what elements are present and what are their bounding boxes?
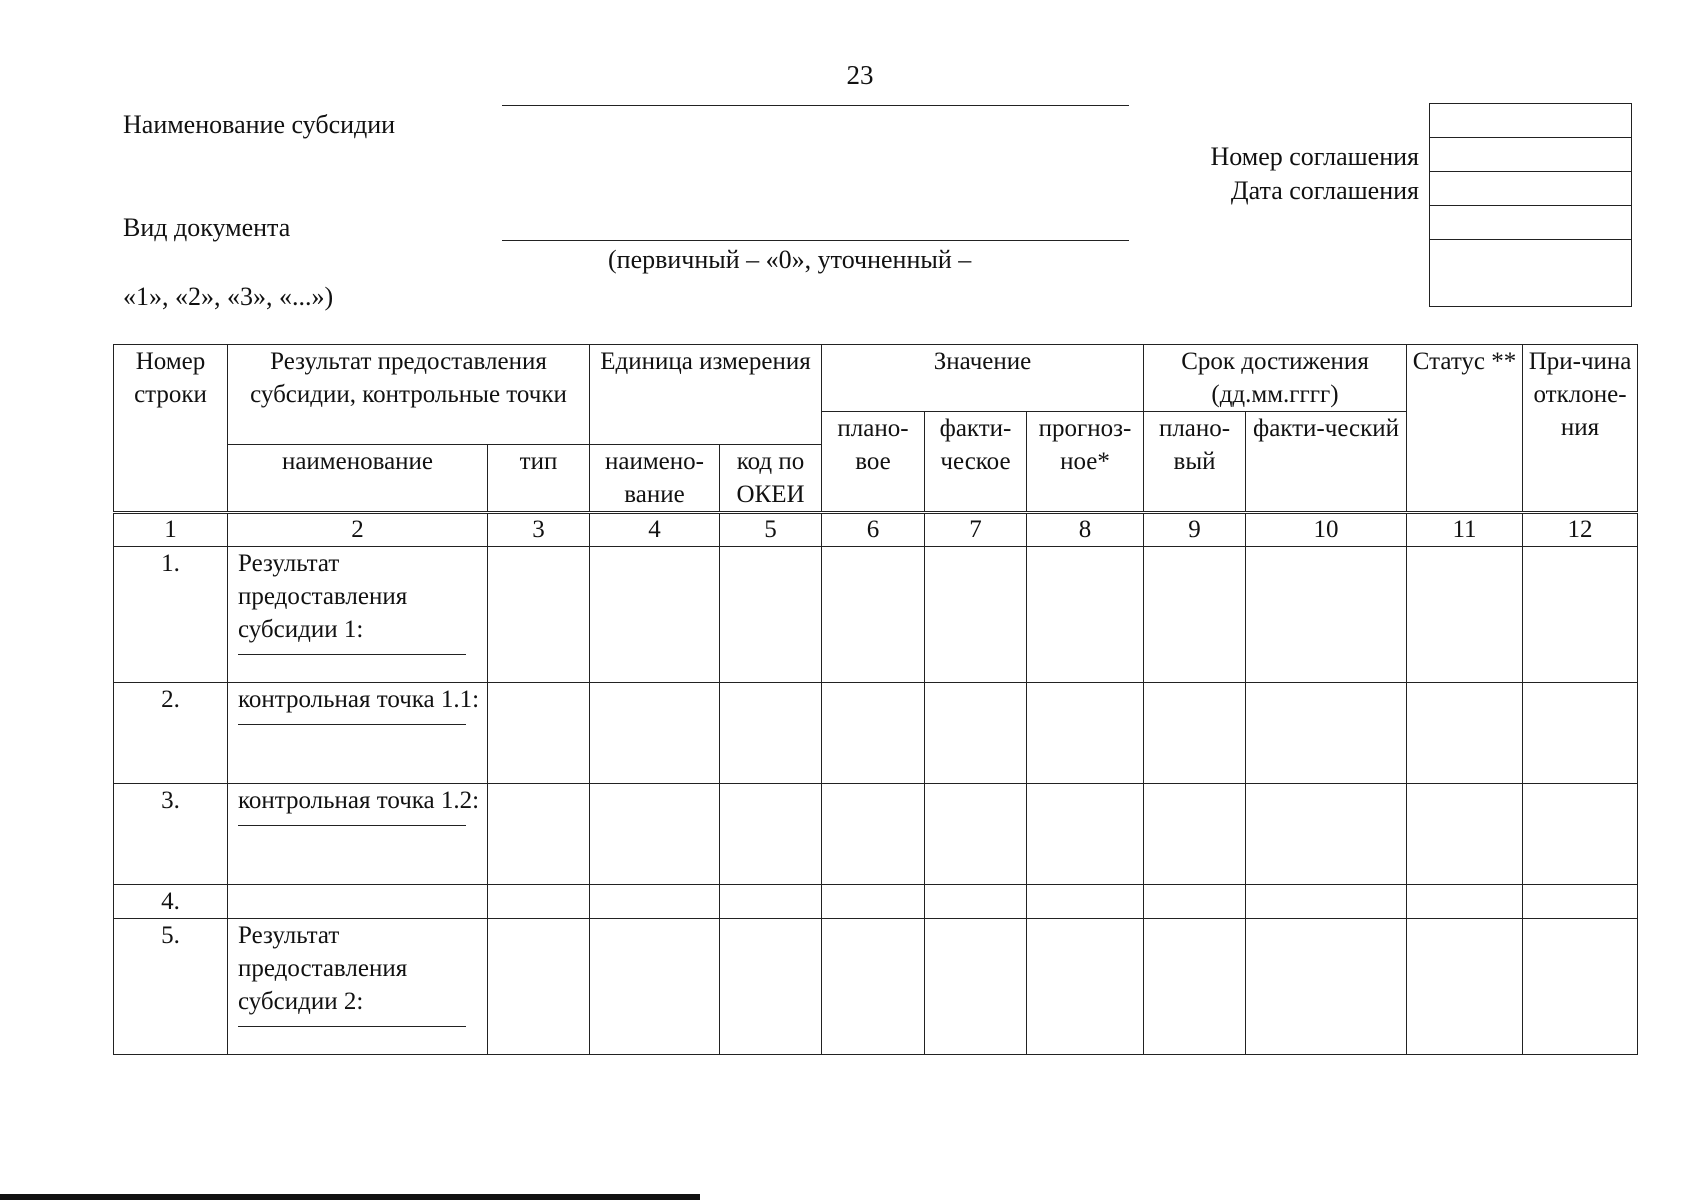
table-cell[interactable] [1523,683,1638,784]
agreement-date-label: Дата соглашения [1230,176,1419,205]
header-result-name: наименование [228,445,488,513]
column-number: 11 [1407,513,1523,547]
header-deviation-reason: При-чина отклоне-ния [1523,345,1638,513]
subsidy-name-label: Наименование субсидии [123,110,396,139]
doc-type-line [502,240,1129,241]
column-number-row [114,513,1638,547]
table-cell[interactable] [1523,547,1638,683]
row-name-cell [228,683,488,784]
codes-box-divider [1430,171,1631,172]
table-cell[interactable] [822,784,925,885]
header-deadline-actual: факти-ческий [1246,412,1407,513]
table-cell[interactable] [925,547,1027,683]
table-cell[interactable] [720,885,822,919]
table-cell[interactable] [1246,784,1407,885]
table-cell[interactable] [1027,683,1144,784]
header-unit-name: наимено-вание [590,445,720,513]
fill-in-line [238,654,466,655]
row-name-cell [228,547,488,683]
table-cell[interactable] [1144,784,1246,885]
table-cell[interactable] [1144,547,1246,683]
table-cell[interactable] [590,547,720,683]
table-cell[interactable] [1027,547,1144,683]
codes-box-divider [1430,137,1631,138]
header-value-group: Значение [822,345,1144,412]
header-deadline-planned: плано-вый [1144,412,1246,513]
table-cell[interactable] [720,683,822,784]
column-number: 10 [1246,513,1407,547]
header-unit-okei: код по ОКЕИ [720,445,822,513]
table-row [114,885,1638,919]
column-number: 1 [114,513,228,547]
table-cell[interactable] [1246,885,1407,919]
table-cell[interactable] [488,885,590,919]
header-value-forecast: прогноз-ное* [1027,412,1144,513]
header-status: Статус ** [1407,345,1523,513]
table-cell[interactable] [822,683,925,784]
table-cell[interactable] [925,683,1027,784]
table-cell[interactable] [488,919,590,1055]
table-cell[interactable] [1407,784,1523,885]
column-number: 8 [1027,513,1144,547]
table-row [114,683,1638,784]
table-cell[interactable] [1523,885,1638,919]
table-cell[interactable] [1144,885,1246,919]
fill-in-line [238,825,466,826]
table-cell[interactable] [925,919,1027,1055]
table-cell[interactable] [1407,885,1523,919]
agreement-number-label: Номер соглашения [1210,142,1419,171]
column-number: 12 [1523,513,1638,547]
table-cell[interactable] [720,784,822,885]
row-number: 1. [114,547,228,683]
results-table [113,344,1638,1055]
fill-in-line [238,724,466,725]
row-name: контрольная точка 1.2: [238,787,480,814]
header-row-number: Номер строки [114,345,228,513]
row-name-cell [228,784,488,885]
header-result-group: Результат предоставления субсидии, контрольные точки [228,345,590,445]
table-cell[interactable] [1144,683,1246,784]
table-cell[interactable] [1027,919,1144,1055]
header-result-type: тип [488,445,590,513]
header-deadline-group: Срок достижения (дд.мм.гггг) [1144,345,1407,412]
page-number: 23 [846,60,874,90]
scan-edge-bar [0,1194,700,1200]
header-value-actual: факти-ческое [925,412,1027,513]
table-cell[interactable] [590,919,720,1055]
row-number: 5. [114,919,228,1055]
table-cell[interactable] [1523,919,1638,1055]
table-cell[interactable] [1027,784,1144,885]
table-cell[interactable] [1246,547,1407,683]
row-name-cell [228,919,488,1055]
table-cell[interactable] [590,885,720,919]
doc-type-label: Вид документа [123,213,291,242]
table-cell[interactable] [488,683,590,784]
column-number: 4 [590,513,720,547]
fill-in-line [238,1026,466,1027]
column-number: 3 [488,513,590,547]
table-cell[interactable] [488,547,590,683]
column-number: 5 [720,513,822,547]
row-name: Результат предоставления субсидии 2: [238,922,408,1015]
codes-box [1429,103,1632,307]
header-value-planned: плано-вое [822,412,925,513]
table-row [114,919,1638,1055]
table-cell[interactable] [1407,547,1523,683]
table-cell[interactable] [822,547,925,683]
header-unit-group: Единица измерения [590,345,822,445]
column-number: 2 [228,513,488,547]
table-cell[interactable] [925,784,1027,885]
codes-box-divider [1430,239,1631,240]
row-number: 3. [114,784,228,885]
table-cell[interactable] [1144,919,1246,1055]
table-cell[interactable] [1246,919,1407,1055]
codes-box-divider [1430,205,1631,206]
table-cell[interactable] [1523,784,1638,885]
table-cell[interactable] [720,919,822,1055]
table-cell[interactable] [1407,683,1523,784]
table-cell[interactable] [925,885,1027,919]
table-cell[interactable] [590,683,720,784]
subsidy-name-line [502,105,1129,106]
table-cell[interactable] [1407,919,1523,1055]
row-number: 2. [114,683,228,784]
table-cell[interactable] [720,547,822,683]
table-cell[interactable] [1246,683,1407,784]
table-cell[interactable] [488,784,590,885]
row-name [228,885,488,919]
row-name: контрольная точка 1.1: [238,686,480,713]
table-cell[interactable] [1027,885,1144,919]
doc-type-hint: (первичный – «0», уточненный – [608,245,972,274]
table-cell[interactable] [822,885,925,919]
table-cell[interactable] [822,919,925,1055]
row-name: Результат предоставления субсидии 1: [238,550,408,643]
row-number: 4. [114,885,228,919]
column-number: 6 [822,513,925,547]
column-number: 9 [1144,513,1246,547]
doc-type-hint-continued: «1», «2», «3», «...») [123,282,334,311]
column-number: 7 [925,513,1027,547]
table-row [114,784,1638,885]
table-cell[interactable] [590,784,720,885]
table-row [114,547,1638,683]
